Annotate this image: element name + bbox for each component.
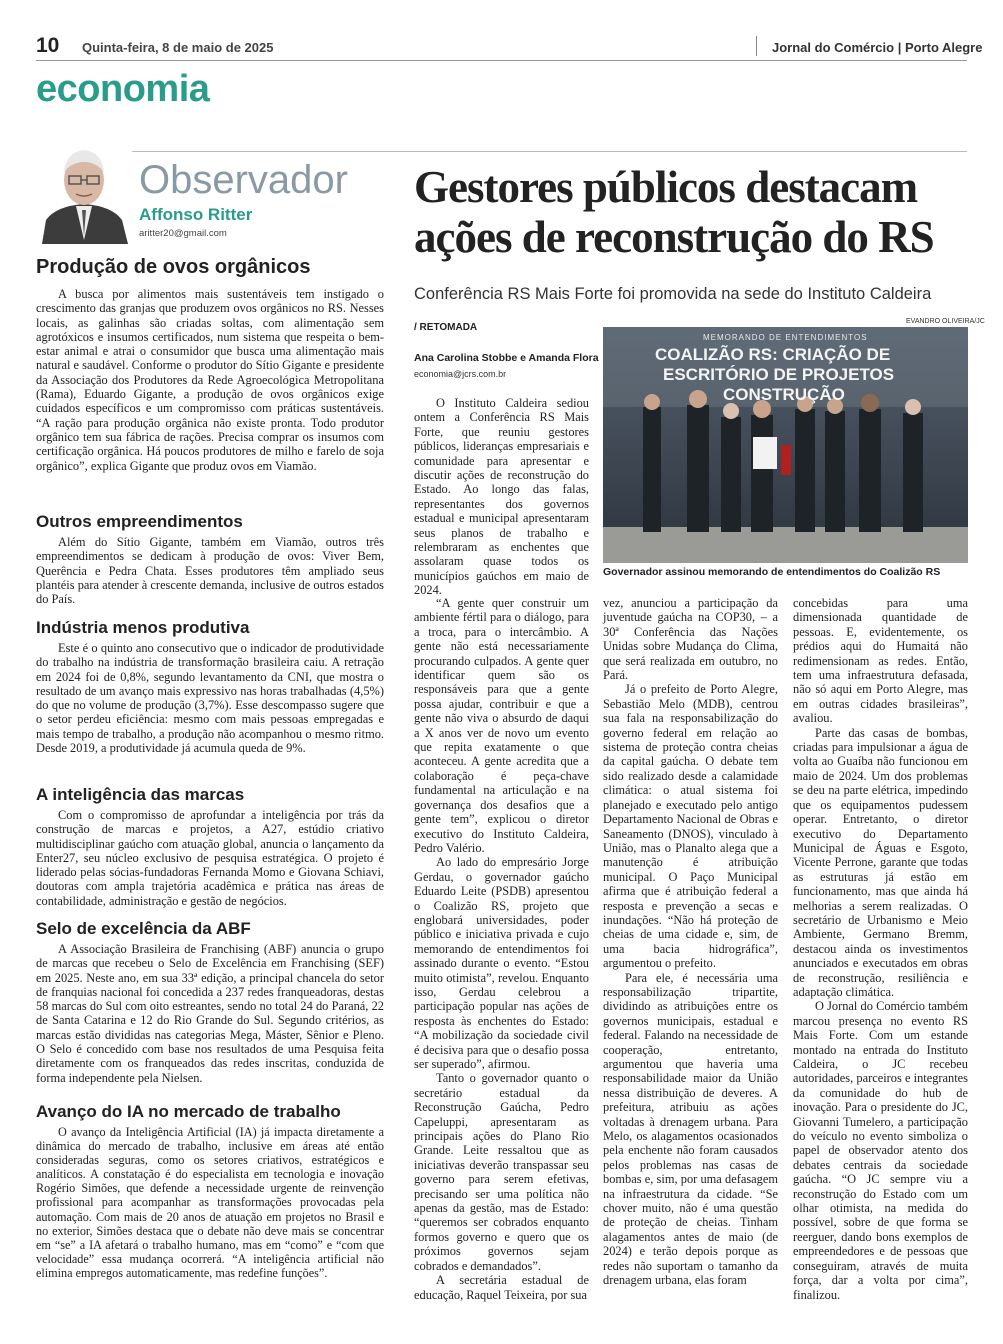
article-subheadline: Conferência RS Mais Forte foi promovida na sede do Instituto Caldeira: [414, 285, 932, 303]
column-item-text: A Associação Brasileira de Franchising (ABF) anuncia o grupo de marcas que recebeu o Selo de Excelência em Franchising (SEF) em 2025. Neste ano, em sua 33ª edição, a principal chancela do setor de franquias nacional foi concedida a 237 redes franqueadoras, destas 58 marcas do Sul com oito estreantes, sendo no total 24 do Paraná, 22 de Santa Catarina e 12 do Rio Grande do Sul. Segundo critérios, as marcas estão divididas nas categorias Mega, Máster, Sênior e Pleno. O Selo é concedido com base nos resultados de uma Pesquisa feita diretamente com os franqueados das redes inscritas, conduzida de forma independente pela Nielsen.: [36, 942, 384, 1085]
article-paragraph: Já o prefeito de Porto Alegre, Sebastião Melo (MDB), centrou sua fala na responsabilização do governo federal em relação ao sistema de proteção contra cheias da capital gaúcha. O debate tem sido realizado desde a calamidade climática: o atual sistema foi planejado e executado pelo antigo Departamento Nacional de Obras e Saneamento (DNOS), vinculado à União, mas o Planalto alega que a manutenção é atribuição municipal. O Paço Municipal afirma que é atribuição federal a resposta e prevenção a secas e inundações. “Não há proteção de cheias de uma cidade e, sim, de uma bacia hidrográfica”, argumentou o prefeito.: [603, 682, 778, 971]
article-headline: Gestores públicos destacam ações de reconstrução do RS: [414, 162, 934, 262]
column-item-text: Além do Sítio Gigante, também em Viamão, outros três empreendimentos se dedicam à produção de ovos: Viver Bem, Querência e Pedra Chata. Esses produtores têm ampliado seus plantéis para atender à crescente demanda, inclusive de outros estados do País.: [36, 535, 384, 607]
article-paragraph: O Jornal do Comércio também marcou presença no evento RS Mais Forte. Com um estande montado na entrada do Instituto Caldeira, o JC recebeu autoridades, parceiros e integrantes da comunidade do hub de inovação. Para o presidente do JC, Giovanni Tumelero, a participação do veículo no evento simboliza o papel de observador atento dos debates centrais da sociedade gaúcha. “O JC sempre viu a reconstrução do Estado com um olhar otimista, na medida do possível, sobre de que forma se reerguer, dando bons exemplos de empreendedores e de pessoas que conseguiram, através de muita força, dar a volta por cima”, finalizou.: [793, 999, 968, 1302]
header-rule: [36, 60, 967, 61]
section-title: economia: [36, 68, 210, 110]
column-item-4: [36, 785, 384, 908]
column-name: Observador: [139, 158, 348, 202]
journal-name: Jornal do Comércio | Porto Alegre: [772, 40, 983, 55]
column-item-text: O avanço da Inteligência Artificial (IA) já impacta diretamente a dinâmica do mercado de trabalho, inclusive em áreas até então consideradas seguras, como os setores criativos, estratégicos e analíticos. A constatação é do especialista em tecnologia e inovação Rogério Simões, que defende a necessidade urgente de reinvenção profissional para acompanhar as transformações provocadas pela automação. Com mais de 20 anos de atuação em projetos no Brasil e no exterior, Simões destaca que o debate não deve mais se concentrar em “se” a IA afetará o trabalho humano, mas em “como” e “com que velocidade” essa mudança ocorrerá. “A inteligência artificial não elimina empregos automaticamente, mas redefine funções”.: [36, 1125, 384, 1280]
column-author: Affonso Ritter: [139, 205, 253, 224]
column-item-title: Avanço do IA no mercado de trabalho: [36, 1102, 341, 1121]
article-paragraph: O Instituto Caldeira sediou ontem a Conferência RS Mais Forte, que reuniu gestores públicos, lideranças empresariais e comunidade para apresentar e discutir ações de reconstrução do Estado. Ao longo das falas, representantes dos governos estadual e municipal apresentaram seus planos de trabalho e relembraram as enchentes que assolaram quase todos os municípios gaúchos em maio de 2024.: [414, 396, 589, 598]
page-date: Quinta-feira, 8 de maio de 2025: [82, 40, 274, 55]
photo-caption: Governador assinou memorando de entendimentos do Coalizão RS: [603, 566, 941, 578]
column-item-text: Com o compromisso de aprofundar a inteligência por trás da construção de marcas e projetos, a A27, estúdio criativo multidisciplinar gaúcho com atuação global, anuncia o lançamento da Enter27, seu núcleo exclusivo de pesquisa estratégica. O projeto é liderado pelas sócias-fundadoras Fernanda Momo e Giovana Schiavi, doutoras com ampla trajetória acadêmica e prática nas áreas de contabilidade, administração e gestão de negócios.: [36, 808, 384, 908]
page-number: 10: [36, 34, 60, 57]
article-paragraph: Tanto o governador quanto o secretário estadual da Reconstrução Gaúcha, Pedro Capeluppi, apresentaram as principais ações do Plano Rio Grande. Leite ressaltou que as iniciativas deverão transpassar seu governo para serem efetivas, precisando ser uma política não apenas da gestão, mas de Estado: “queremos ser cobrados enquanto formos governo e quero que os próximos governos sejam cobrados e demandados”.: [414, 1071, 589, 1273]
column-item-text: A busca por alimentos mais sustentáveis tem instigado o crescimento das granjas que produzem ovos orgânicos no RS. Nesses locais, as galinhas são criadas soltas, com alimentação sem agrotóxicos e insumos certificados, num sistema que respeita o bem-estar animal e atrai o consumidor que busca uma alimentação mais natural e saudável. Conforme o produtor do Sítio Gigante e presidente da Associação dos Produtores da Rede Agroecológica Metropolitana (Rama), Eduardo Gigante, a produção de ovos orgânicos exige cuidados específicos e um compromisso com práticas sustentáveis. “A ração para produção orgânica não existe pronta. Todo produtor orgânico tem sua fábrica de rações. Precisa comprar os insumos com certificação orgânica. Há poucos produtores de milho e farelo de soja orgânico”, explica Gigante que produz ovos em Viamão.: [36, 287, 384, 473]
photo-banner-line3: CONSTRUÇÃO: [723, 385, 845, 404]
column-item-2: [36, 512, 384, 606]
column-item-6: [36, 1102, 384, 1280]
article-paragraph: concebidas para uma dimensionada quantidade de pessoas. E, evidentemente, os prédios aqui do Humaitá não redimensionam as redes. Então, tem uma infraestrutura defasada, não só aqui em Porto Alegre, mas em outras cidades brasileiras”, avaliou.: [793, 596, 968, 726]
column-item-title: Outros empreendimentos: [36, 512, 243, 531]
article-col1-top: [414, 396, 589, 598]
columnist-photo: [36, 140, 132, 244]
photo-banner-line2: ESCRITÓRIO DE PROJETOS: [663, 365, 895, 384]
article-col3: [793, 596, 968, 1302]
section-rule: [36, 151, 967, 152]
photo-banner-small: MEMORANDO DE ENTENDIMENTOS: [703, 333, 868, 342]
photo-banner-line1: COALIZÃO RS: CRIAÇÃO DE: [655, 345, 891, 364]
article-tag: / RETOMADA: [414, 322, 478, 333]
header-divider: [756, 36, 757, 56]
photo-credit: EVANDRO OLIVEIRA/JC: [906, 318, 985, 325]
article-paragraph: Parte das casas de bombas, criadas para impulsionar a água de volta ao Guaíba não funcionou em maio de 2024. Um dos problemas se deu na parte elétrica, impedindo que os equipamentos pudessem operar. Entretanto, o diretor executivo do Departamento Municipal de Águas e Esgoto, Vicente Perrone, garante que todas as estruturas já estão em funcionamento, mas que ainda há melhorias a serem realizadas. O secretário de Urbanismo e Meio Ambiente, Germano Bremm, destacou ainda os investimentos anunciados e executados em obras de reconstrução, resiliência e adaptação climática.: [793, 725, 968, 999]
column-item-1: [36, 256, 384, 473]
article-photo: [603, 327, 968, 563]
article-paragraph: Ao lado do empresário Jorge Gerdau, o governador gaúcho Eduardo Leite (PSDB) apresentou o Coalizão RS, projeto que englobará universidades, poder público e iniciativa privada e cujo memorando de entendimentos foi assinado durante o evento. “Estou muito otimista”, revelou. Enquanto isso, Gerdau celebrou a participação popular nas ações de resposta às enchentes do Estado: “A mobilização da sociedade civil é decisiva para que o desafio possa ser superado”, afirmou.: [414, 855, 589, 1071]
article-email: economia@jcrs.com.br: [414, 369, 507, 379]
article-paragraph: Para ele, é necessária uma responsabilização tripartite, dividindo as atribuições entre os governos municipais, estadual e federal. Falando na necessidade de cooperação, entretanto, argumentou que haveria uma responsabilidade maior da União nessa distribuição de deveres. A prefeitura, atribuiu as ações voltadas à drenagem urbana. Para Melo, os alagamentos ocasionados pela enchente não foram causados pelos problemas nas casas de bombas e, sim, por uma defasagem na infraestrutura da cidade. “Se chover muito, não é uma questão de proteção de cheias. Tinham alagamentos antes de maio (de 2024) e terão depois porque as redes não suportam o tamanho da drenagem urbana, elas foram: [603, 970, 778, 1288]
column-item-5: [36, 919, 384, 1085]
column-email: aritter20@gmail.com: [139, 228, 227, 239]
column-item-title: Selo de excelência da ABF: [36, 919, 251, 938]
column-item-title: Produção de ovos orgânicos: [36, 256, 311, 278]
article-paragraph: A secretária estadual de educação, Raquel Teixeira, por sua: [414, 1273, 589, 1302]
article-paragraph: “A gente quer construir um ambiente fértil para o diálogo, para a troca, para o intercâmbio. A gente não está necessariamente procurando culpados. A gente quer identificar quem são os responsáveis para que a gente possa ajudar, contribuir e que a gente não viva o absurdo de daqui a X anos ver de novo um evento que repita exatamente o que aconteceu. A gente acredita que a colaboração é peça-chave fundamental na articulação e na governança dos desafios que a gente tem”, explicou o diretor executivo do Instituto Caldeira, Pedro Valério.: [414, 596, 589, 855]
article-col2: [603, 596, 778, 1288]
article-authors: Ana Carolina Stobbe e Amanda Flora: [414, 352, 599, 364]
column-item-title: A inteligência das marcas: [36, 785, 245, 804]
column-item-title: Indústria menos produtiva: [36, 618, 250, 637]
column-item-3: [36, 618, 384, 755]
article-paragraph: vez, anunciou a participação da juventude gaúcha na COP30, – a 30ª Conferência das Nações Unidas sobre Mudança do Clima, que será realizada em outubro, no Pará.: [603, 596, 778, 683]
column-item-text: Este é o quinto ano consecutivo que o indicador de produtividade do trabalho na indústria de transformação brasileira caiu. A retração em 2024 foi de 0,8%, segundo levantamento da CNI, que mostra o resultado de um avanço mais expressivo nas horas trabalhadas (4,5%) do que no volume de produção (3,7%). Esse descompasso sugere que o setor perdeu eficiência: mesmo com mais pessoas empregadas e mais tempo de trabalho, a produção não acompanhou o mesmo ritmo. Desde 2019, a produtividade já acumula queda de 9%.: [36, 641, 384, 756]
article-col1: [414, 596, 589, 1302]
